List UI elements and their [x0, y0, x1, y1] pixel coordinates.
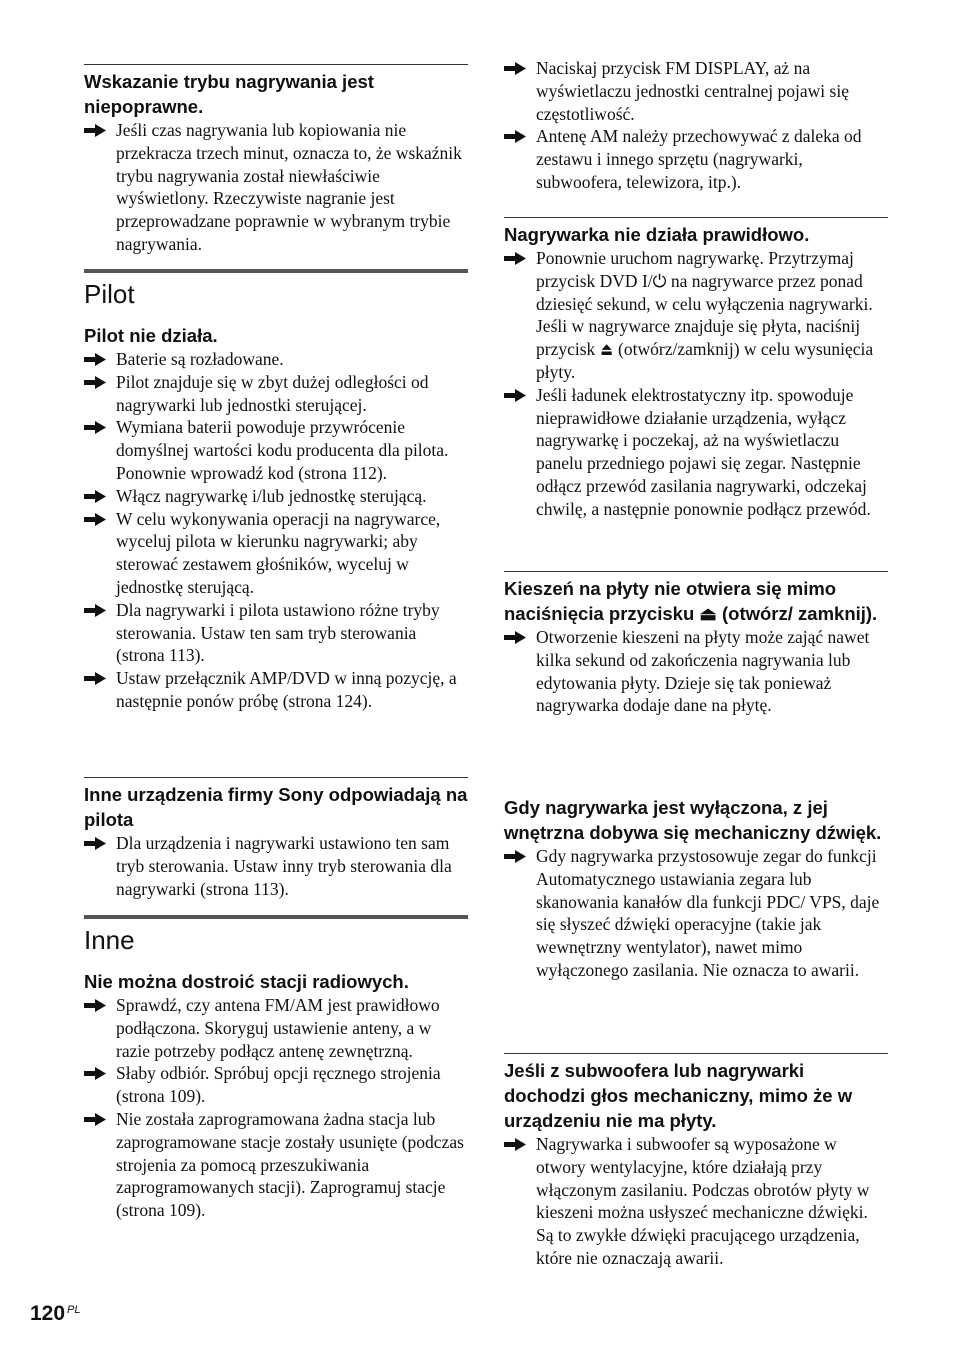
chapter-title-inne: Inne [84, 925, 135, 955]
list-item [84, 994, 468, 1062]
list-item-text: Jeśli ładunek elektrostatyczny itp. spowoduje nieprawidłowe działanie urządzenia, wyłącz nagrywarkę i poczekaj, aż na wyświetlaczu panelu przedniego pojawi się zegar. Następnie odłącz przewód zasilania nagrywarki, odczekaj chwilę, a następnie ponownie podłącz przewód. [536, 384, 871, 519]
right-arrow-icon [84, 124, 106, 137]
list-item-text: Otworzenie kieszeni na płyty może zająć nawet kilka sekund od zakończenia nagrywania lub edytowania płyty. Dzieje się tak ponieważ nagrywarka dodaje dane na płytę. [536, 627, 870, 716]
list-item [84, 832, 468, 900]
section-radio-continued [504, 57, 888, 194]
list-item-text: Gdy nagrywarka przystosowuje zegar do funkcji Automatycznego ustawiania zegara lub skanowania kanałów dla funkcji PDC/ VPS, daje się słyszeć dźwięki operacyjne (takie jak wewnętrzny wentylator), nawet mimo wyłączonego zasilania. Nie oznacza to awarii. [536, 846, 880, 980]
section-divider [84, 777, 468, 778]
list-item [84, 1108, 468, 1222]
right-arrow-icon [504, 850, 526, 863]
section-divider [504, 217, 888, 218]
list-item [84, 1062, 468, 1108]
right-arrow-icon [504, 252, 526, 265]
right-arrow-icon [504, 62, 526, 75]
list-item [504, 247, 888, 384]
section-recording-mode [84, 64, 468, 256]
section-items [84, 832, 468, 900]
section-heading: Pilot nie działa. [84, 325, 218, 346]
list-item-text: Antenę AM należy przechowywać z daleka od zestawu i innego sprzętu (nagrywarki, subwoofera, telewizora, itp.). [536, 126, 862, 192]
section-divider [84, 64, 468, 65]
page-number-value: 120 [30, 1302, 66, 1325]
list-item [504, 845, 888, 982]
section-heading: Wskazanie trybu nagrywania jest niepoprawne. [84, 71, 374, 117]
section-heading: Nagrywarka nie działa prawidłowo. [504, 224, 810, 245]
section-sony-devices [84, 777, 468, 900]
list-item-text: Nagrywarka i subwoofer są wyposażone w otwory wentylacyjne, które działają przy włączonym zasilaniu. Podczas obrotów płyty w kieszeni można usłyszeć mechaniczne dźwięki. Są to zwykłe dźwięki pracującego urządzenia, które nie oznaczają awarii. [536, 1134, 870, 1268]
page-number [30, 1302, 81, 1326]
right-arrow-icon [84, 353, 106, 366]
list-item-text: Ponownie uruchom nagrywarkę. Przytrzymaj przycisk DVD I/⏻ na nagrywarce przez ponad dziesięć sekund, w celu wyłączenia nagrywarki. Jeśli w nagrywarce znajduje się płyta, naciśnij przycisk ⏏ (otwórz/zamknij) w celu wysunięcia płyty. [536, 248, 874, 382]
section-heading: Inne urządzenia firmy Sony odpowiadają na pilota [84, 784, 468, 830]
section-items [84, 119, 468, 256]
list-item [84, 348, 468, 371]
list-item-text: Jeśli czas nagrywania lub kopiowania nie przekracza trzech minut, oznacza to, że wskaźnik trybu nagrywania został niewłaściwie wyświetlony. Rzeczywiste nagranie jest przeprowadzane poprawnie w wybranym trybie nagrywania. [116, 120, 462, 254]
list-item-text: Pilot znajduje się w zbyt dużej odległości od nagrywarki lub jednostki sterującej. [116, 371, 429, 415]
right-arrow-icon [504, 389, 526, 402]
section-items [504, 247, 888, 521]
section-heading: Kieszeń na płyty nie otwiera się mimo naciśnięcia przycisku ⏏ (otwórz/ zamknij). [504, 578, 878, 624]
section-items [504, 1133, 888, 1270]
list-item [84, 371, 468, 417]
right-arrow-icon [504, 1138, 526, 1151]
section-inne [84, 915, 468, 1222]
section-heading: Gdy nagrywarka jest wyłączona, z jej wnętrzna dobywa się mechaniczny dźwięk. [504, 797, 882, 843]
list-item [504, 626, 888, 717]
list-item [84, 667, 468, 713]
section-divider [504, 571, 888, 572]
list-item [504, 1133, 888, 1270]
right-arrow-icon [84, 672, 106, 685]
list-item [84, 416, 468, 484]
section-pilot [84, 269, 468, 713]
section-heading: Nie można dostroić stacji radiowych. [84, 971, 409, 992]
chapter-divider [84, 269, 468, 273]
right-arrow-icon [84, 513, 106, 526]
right-arrow-icon [84, 490, 106, 503]
section-items [504, 626, 888, 717]
right-arrow-icon [84, 1067, 106, 1080]
right-arrow-icon [84, 999, 106, 1012]
list-item [84, 599, 468, 667]
right-arrow-icon [504, 130, 526, 143]
list-item-text: Dla nagrywarki i pilota ustawiono różne tryby sterowania. Ustaw ten sam tryb sterowania (strona 113). [116, 599, 440, 666]
list-item [504, 57, 888, 125]
right-arrow-icon [84, 376, 106, 389]
chapter-title-pilot: Pilot [84, 279, 135, 309]
list-item-text: Sprawdź, czy antena FM/AM jest prawidłowo podłączona. Skoryguj ustawienie anteny, a w razie potrzeby podłącz antenę zewnętrzną. [116, 995, 440, 1061]
page-language-suffix: PL [67, 1304, 81, 1316]
section-recorder-malfunction [504, 217, 888, 521]
list-item-text: Baterie są rozładowane. [116, 349, 284, 369]
list-item [84, 485, 468, 508]
list-item-text: Naciskaj przycisk FM DISPLAY, aż na wyświetlaczu jednostki centralnej pojawi się częstotliwość. [536, 58, 849, 124]
list-item [84, 508, 468, 599]
list-item [84, 119, 468, 256]
section-items [504, 845, 888, 982]
list-item-text: Nie została zaprogramowana żadna stacja lub zaprogramowane stacje zostały usunięte (podczas strojenia za pomocą przeszukiwania zaprogramowanych stacji). Zaprogramuj stacje (strona 109). [116, 1108, 464, 1221]
list-item-text: Wymiana baterii powoduje przywrócenie domyślnej wartości kodu producenta dla pilota. Ponownie wprowadź kod (strona 112). [116, 417, 449, 483]
list-item-text: Ustaw przełącznik AMP/DVD w inną pozycję, a następnie ponów próbę (strona 124). [116, 668, 457, 711]
right-arrow-icon [504, 631, 526, 644]
section-disc-tray [504, 571, 888, 717]
section-items [84, 348, 468, 713]
right-arrow-icon [84, 421, 106, 434]
list-item-text: Włącz nagrywarkę i/lub jednostkę sterującą. [116, 485, 427, 506]
section-items [84, 994, 468, 1222]
list-item-text: Słaby odbiór. Spróbuj opcji ręcznego strojenia (strona 109). [116, 1063, 441, 1107]
section-divider [504, 1053, 888, 1054]
section-heading: Jeśli z subwoofera lub nagrywarki dochodzi głos mechaniczny, mimo że w urządzeniu nie ma płyty. [504, 1060, 853, 1131]
list-item [504, 384, 888, 521]
section-items [504, 57, 888, 194]
list-item-text: Dla urządzenia i nagrywarki ustawiono ten sam tryb sterowania. Ustaw inny tryb sterowania dla nagrywarki (strona 113). [116, 833, 452, 899]
section-mechanical-sound-off [504, 795, 888, 982]
list-item-text: W celu wykonywania operacji na nagrywarce, wyceluj pilota w kierunku nagrywarki; aby sterować zestawem głośników, wyceluj w jednostkę sterującą. [116, 508, 441, 597]
right-arrow-icon [84, 604, 106, 617]
list-item [504, 125, 888, 193]
section-mechanical-sound-no-disc [504, 1053, 888, 1270]
right-arrow-icon [84, 1113, 106, 1126]
chapter-divider [84, 915, 468, 919]
right-arrow-icon [84, 837, 106, 850]
